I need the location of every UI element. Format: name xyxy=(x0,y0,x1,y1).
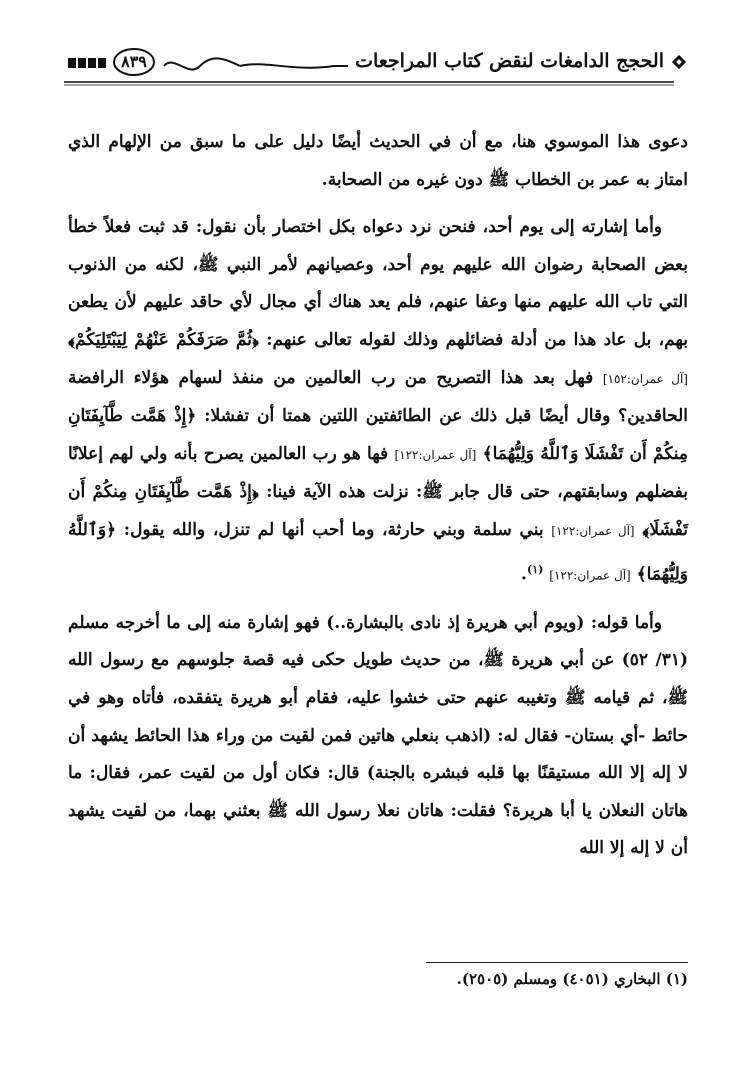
verse-citation-1: [آل عمران:١٥٢] xyxy=(602,371,688,386)
paragraph-2-text-b: فهل بعد هذا التصريح من رب العالمين من منفذ لسهام هؤلاء الرافضة الحاقدين؟ وقال أيضًا قبل ذلك عن الطائفتين اللتين همتا أن تفشلا: xyxy=(68,367,688,427)
quran-verse-2: ﴿إِذْ هَمَّت طَّآيِفَتَانِ مِنكُمْ أَن تَفْشَلَا وَٱللَّهُ وَلِيُّهُمَا﴾ xyxy=(68,406,688,464)
paragraph-2-text-a: وأما إشارته إلى يوم أحد، فنحن نرد دعواه بكل اختصار بأن نقول: قد ثبت فعلاً خطأ بعض الصحابة رضوان الله عليهم يوم أحد، وعصيانهم لأمر النبي ﷺ، لكنه من الذنوب التي تاب الله عليهم منها وعفا عنهم، فلم يعد هناك أي مجال لأي حاقد عليهم لأن يطعن بهم، بل عاد هذا من أدلة فضائلهم وذلك لقوله تعالى عنهم: xyxy=(68,217,688,350)
footnote: (١) البخاري (٤٠٥١) ومسلم (٢٥٠٥). xyxy=(456,970,688,988)
quran-verse-4: ﴿وَٱللَّهُ وَلِيُّهُمَا﴾ xyxy=(68,519,688,585)
verse-citation-3: [آل عمران:١٢٢] xyxy=(551,523,635,538)
page-number-badge xyxy=(112,47,156,77)
quran-verse-1: ﴿ثُمَّ صَرَفَكُمْ عَنْهُمْ لِيَبْتَلِيَكُمْ﴾ xyxy=(68,329,259,350)
paragraph-2: وأما إشارته إلى يوم أحد، فنحن نرد دعواه بكل اختصار بأن نقول: قد ثبت فعلاً خطأ بعض الصحابة رضوان الله عليهم يوم أحد، وعصيانهم لأمر النبي ﷺ، لكنه من الذنوب التي تاب الله عليهم منها وعفا عنهم، فلم يعد هناك أي مجال لأي حاقد عليهم لأن يطعن بهم، بل عاد هذا من أدلة فضائلهم وذلك لقوله تعالى عنهم: ﴿ثُمَّ صَرَفَكُمْ عَنْهُمْ لِيَبْتَلِيَكُمْ﴾ [آل عمران:١٥٢] فهل بعد هذا التصريح من رب العالمين من منفذ لسهام هؤلاء الرافضة الحاقدين؟ وقال أيضًا قبل ذلك عن الطائفتين اللتين همتا أن تفشلا: ﴿إِذْ هَمَّت طَّآيِفَتَانِ مِنكُمْ أَن تَفْشَلَا وَٱللَّهُ وَلِيُّهُمَا﴾ [آل عمران:١٢٢] فها هو رب العالمين يصرح بأنه ولي لهم إعلانًا بفضلهم وسابقتهم، حتى قال جابر ﷺ: نزلت هذه الآية فينا: ﴿إِذْ هَمَّت طَّآيِفَتَانِ مِنكُمْ أَن تَفْشَلَا﴾ [آل عمران:١٢٢] بني سلمة وبني حارثة، وما أحب أنها لم تنزل، والله يقول: ﴿وَٱللَّهُ وَلِيُّهُمَا﴾ [آل عمران:١٢٢] $^{(١)}$. xyxy=(68,217,688,585)
page-header xyxy=(64,44,686,88)
paragraph-2-text-c: فها هو رب العالمين يصرح بأنه ولي لهم إعلانًا بفضلهم وسابقتهم، حتى قال جابر ﷺ: نزلت هذه الآية فينا: xyxy=(68,443,688,503)
verse-citation-4: [آل عمران:١٢٢] xyxy=(549,568,631,583)
main-text xyxy=(68,124,688,868)
footnote-divider xyxy=(426,962,688,963)
page-number: ٨٣٩ xyxy=(121,52,147,71)
header-ornament-icon xyxy=(64,44,686,88)
paragraph-3: وأما قوله: (ويوم أبي هريرة إذ نادى بالبشارة..) فهو إشارة منه إلى ما أخرجه مسلم (٣١/ ٥٢) عن أبي هريرة ﷺ، من حديث طويل حكى فيه قصة جلوسهم مع رسول الله ﷺ، ثم قيامه ﷺ وتغيبه عنهم حتى خشوا عليه، فقام أبو هريرة يتفقده، فأتاه وهو في حائط -أي بستان- فقال له: (اذهب بنعلي هاتين فمن لقيت من وراء هذا الحائط يشهد أن لا إله إلا الله مستيقنًا بها قلبه فبشره بالجنة) قال: فكان أول من لقيت عمر، فقال: ما هاتان النعلان يا أبا هريرة؟ فقلت: هاتان نعلا رسول الله ﷺ بعثني بهما، من لقيت يشهد أن لا إله إلا الله xyxy=(68,612,688,859)
paragraph-1: دعوى هذا الموسوي هنا، مع أن في الحديث أيضًا دليل على ما سبق من الإلهام الذي امتاز به عمر بن الخطاب ﷺ دون غيره من الصحابة. xyxy=(68,132,689,190)
book-title: الحجج الدامغات لنقض كتاب المراجعات xyxy=(355,50,664,72)
quran-verse-3: ﴿إِذْ هَمَّت طَّآيِفَتَانِ مِنكُمْ أَن تَفْشَلَا﴾ xyxy=(68,482,688,540)
verse-citation-2: [آل عمران:١٢٢] xyxy=(394,447,477,462)
footnote-marker: (١) xyxy=(526,562,544,576)
paragraph-2-text-d: بني سلمة وبني حارثة، وما أحب أنها لم تنزل، والله يقول: xyxy=(116,519,552,540)
